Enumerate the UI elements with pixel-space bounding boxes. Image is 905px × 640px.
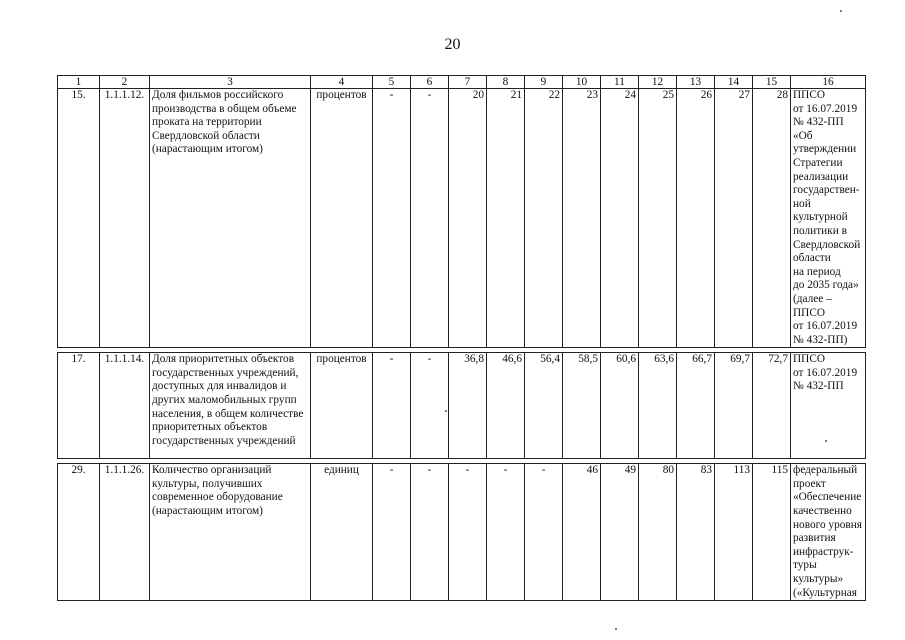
value-cell: - [373, 353, 411, 459]
source-line: № 432-ПП) [793, 333, 848, 346]
source-line: ППСО [793, 306, 826, 319]
value-cell: - [373, 89, 411, 348]
source-line: культурной [793, 211, 848, 224]
row-number: 17. [58, 353, 100, 459]
source-line: от 16.07.2019 [793, 366, 858, 379]
source-line: утверждении [793, 143, 857, 156]
value-cell: 115 [753, 464, 791, 601]
source-line: «Обеспечение [793, 491, 862, 504]
value-cell: 58,5 [563, 353, 601, 459]
unit: процентов [311, 89, 373, 348]
header-cell: 8 [487, 76, 525, 89]
value-cell: 63,6 [639, 353, 677, 459]
source-line: туры [793, 559, 817, 572]
source-line: культуры» [793, 573, 844, 586]
header-cell: 9 [525, 76, 563, 89]
source-document [791, 464, 866, 601]
source-line: Стратегии [793, 156, 843, 169]
source-line: (далее – [793, 292, 832, 305]
source-line: ной [793, 197, 811, 210]
value-cell: - [487, 464, 525, 601]
value-cell: 66,7 [677, 353, 715, 459]
indicator-name: Доля фильмов российского производства в общем объеме проката на территории Свердловской области (нарастающим итогом) [150, 89, 311, 348]
unit: процентов [311, 353, 373, 459]
row-number: 15. [58, 89, 100, 348]
value-cell: 24 [601, 89, 639, 348]
source-line: ППСО [793, 89, 826, 101]
value-cell: 113 [715, 464, 753, 601]
header-cell: 1 [58, 76, 100, 89]
value-cell: 72,7 [753, 353, 791, 459]
source-line: на период [793, 265, 841, 278]
unit: единиц [311, 464, 373, 601]
table-row [58, 464, 866, 601]
value-cell: 22 [525, 89, 563, 348]
value-cell: 28 [753, 89, 791, 348]
row-code: 1.1.1.26. [100, 464, 150, 601]
header-cell: 4 [311, 76, 373, 89]
header-cell: 10 [563, 76, 601, 89]
scan-speck [615, 628, 617, 630]
source-document [791, 89, 866, 348]
source-document [791, 353, 866, 459]
source-line: развития [793, 532, 836, 545]
value-cell: 56,4 [525, 353, 563, 459]
header-cell: 6 [411, 76, 449, 89]
header-cell: 15 [753, 76, 791, 89]
indicators-table [57, 75, 866, 601]
page-number: 20 [444, 36, 461, 53]
source-line: Свердловской [793, 238, 861, 251]
source-line: № 432-ПП [793, 116, 844, 129]
header-row [58, 76, 866, 89]
scan-speck [840, 10, 842, 12]
source-line: ППСО [793, 353, 826, 366]
source-line: инфраструк- [793, 545, 854, 558]
header-cell: 11 [601, 76, 639, 89]
value-cell: 60,6 [601, 353, 639, 459]
row-number: 29. [58, 464, 100, 601]
value-cell: 25 [639, 89, 677, 348]
source-line: проект [793, 477, 826, 490]
value-cell: 80 [639, 464, 677, 601]
scan-speck [445, 410, 447, 412]
indicator-name: Доля приоритетных объектов государственных учреждений, доступных для инвалидов и других маломобильных групп населения, в общем количестве приоритетных объектов государственных учреждений [150, 353, 311, 459]
source-line: качественно [793, 505, 852, 518]
source-line: государствен- [793, 184, 860, 197]
value-cell: 27 [715, 89, 753, 348]
source-line: федеральный [793, 464, 858, 477]
value-cell: 46 [563, 464, 601, 601]
value-cell: - [411, 464, 449, 601]
source-line: нового уровня [793, 518, 862, 531]
header-cell: 14 [715, 76, 753, 89]
value-cell: - [411, 89, 449, 348]
scan-speck [825, 440, 827, 442]
header-cell: 2 [100, 76, 150, 89]
value-cell: - [411, 353, 449, 459]
value-cell: 36,8 [449, 353, 487, 459]
value-cell: 23 [563, 89, 601, 348]
source-line: «Об [793, 129, 813, 142]
source-line: политики в [793, 224, 847, 237]
value-cell: 20 [449, 89, 487, 348]
source-line: реализации [793, 170, 849, 183]
header-cell: 5 [373, 76, 411, 89]
source-line: № 432-ПП [793, 380, 844, 393]
row-code: 1.1.1.12. [100, 89, 150, 348]
row-code: 1.1.1.14. [100, 353, 150, 459]
value-cell: 26 [677, 89, 715, 348]
source-line: от 16.07.2019 [793, 102, 858, 115]
value-cell: 49 [601, 464, 639, 601]
source-line: до 2035 года» [793, 279, 859, 292]
table-row [58, 353, 866, 459]
header-cell: 7 [449, 76, 487, 89]
header-cell: 3 [150, 76, 311, 89]
source-line: области [793, 252, 831, 265]
table-row [58, 89, 866, 348]
value-cell: - [525, 464, 563, 601]
value-cell: 83 [677, 464, 715, 601]
value-cell: 46,6 [487, 353, 525, 459]
source-line: от 16.07.2019 [793, 320, 858, 333]
header-cell: 12 [639, 76, 677, 89]
header-cell: 13 [677, 76, 715, 89]
indicator-name: Количество организаций культуры, получивших современное оборудование (нарастающим итогом) [150, 464, 311, 601]
header-cell: 16 [791, 76, 866, 89]
source-line: («Культурная [793, 586, 857, 599]
value-cell: 21 [487, 89, 525, 348]
value-cell: - [373, 464, 411, 601]
value-cell: - [449, 464, 487, 601]
value-cell: 69,7 [715, 353, 753, 459]
